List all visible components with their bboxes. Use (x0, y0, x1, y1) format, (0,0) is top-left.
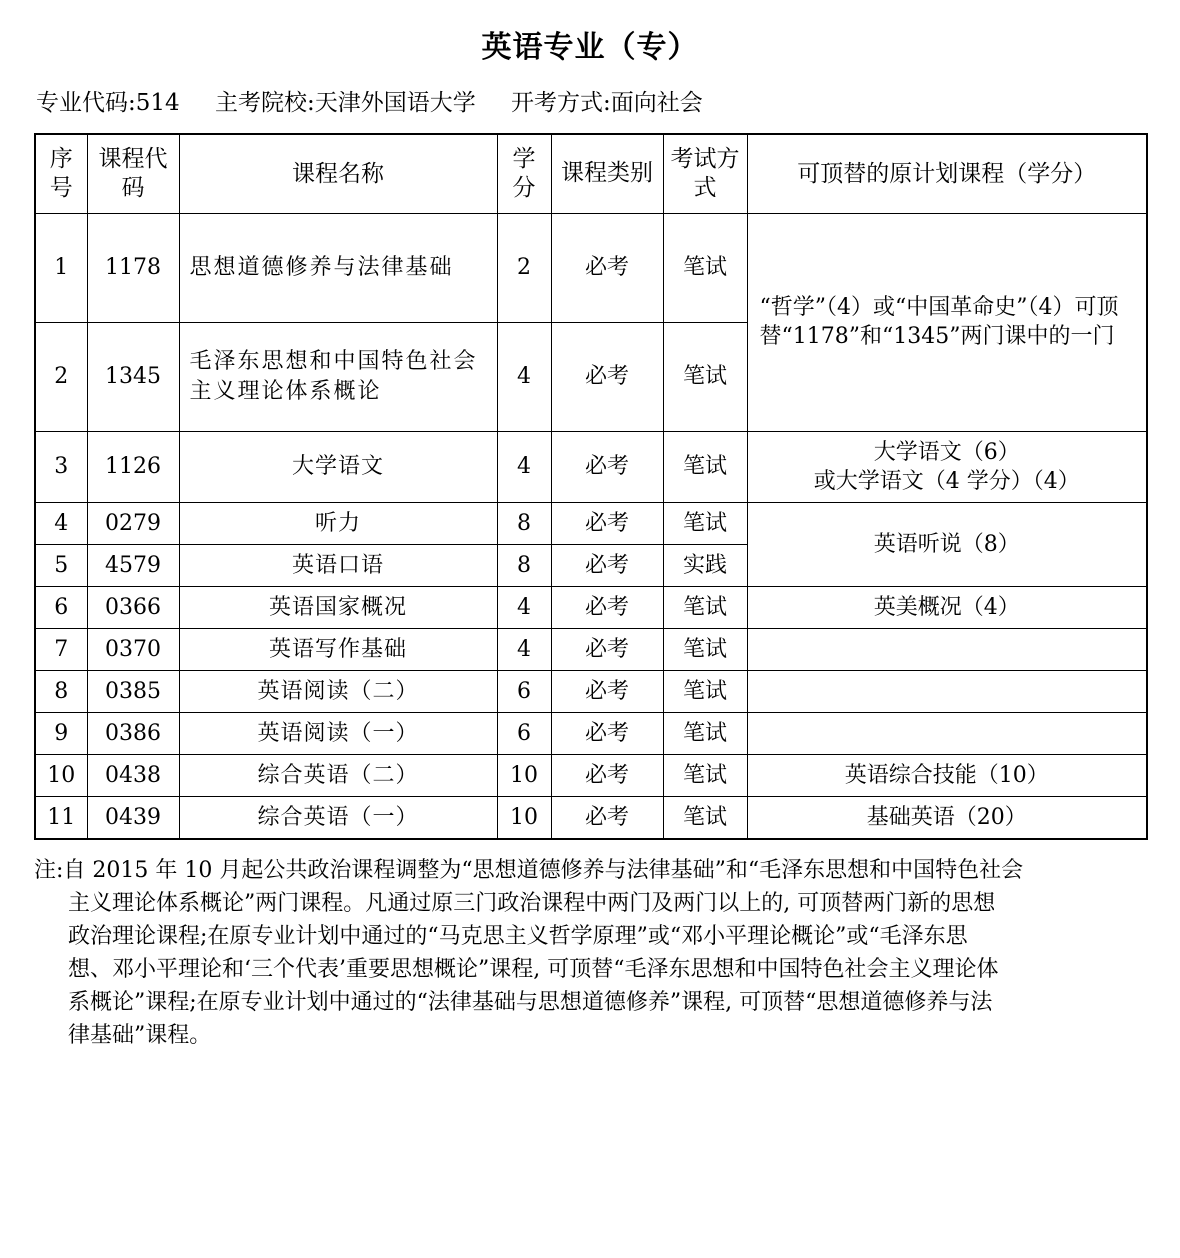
note-line-3: 政治理论课程;在原专业计划中通过的“马克思主义哲学原理”或“邓小平理论概论”或“毛泽东思 (68, 923, 968, 949)
major-code-label: 专业代码: (36, 90, 136, 116)
cell-course-name: 思想道德修养与法律基础 (179, 213, 497, 322)
header-exam-type: 考试方式 (663, 134, 747, 213)
cell-index: 11 (35, 796, 87, 839)
cell-category: 必考 (551, 586, 663, 628)
course-plan-table (34, 133, 1148, 840)
table-row (35, 754, 1147, 796)
cell-course-name: 英语阅读（一） (179, 712, 497, 754)
cell-course-name: 英语国家概况 (179, 586, 497, 628)
cell-replaceable: 英语综合技能（10） (747, 754, 1147, 796)
cell-category: 必考 (551, 502, 663, 544)
table-row (35, 431, 1147, 502)
cell-exam-type: 笔试 (663, 322, 747, 431)
cell-exam-type: 实践 (663, 544, 747, 586)
note-label: 注: (34, 857, 64, 883)
host-school-label: 主考院校: (214, 90, 315, 116)
note-line-4: 想、邓小平理论和‘三个代表’重要思想概论”课程, 可顶替“毛泽东思想和中国特色社会主义理论体 (68, 956, 999, 982)
cell-code: 0370 (87, 628, 179, 670)
cell-category: 必考 (551, 544, 663, 586)
header-credit: 学分 (497, 134, 551, 213)
cell-credit: 4 (497, 628, 551, 670)
cell-category: 必考 (551, 628, 663, 670)
cell-exam-type: 笔试 (663, 670, 747, 712)
table-row (35, 796, 1147, 839)
cell-replaceable (747, 431, 1147, 502)
replaceable-line-1: 大学语文（6） (873, 439, 1020, 465)
table-row (35, 628, 1147, 670)
page-title: 英语专业（专） (481, 30, 699, 65)
cell-index: 6 (35, 586, 87, 628)
cell-code: 0385 (87, 670, 179, 712)
cell-replaceable (747, 670, 1147, 712)
cell-index: 4 (35, 502, 87, 544)
note-line-5: 系概论”课程;在原专业计划中通过的“法律基础与思想道德修养”课程, 可顶替“思想道德修养与法 (68, 989, 993, 1015)
cell-index: 7 (35, 628, 87, 670)
table-row (35, 213, 1147, 322)
cell-category: 必考 (551, 213, 663, 322)
cell-exam-type: 笔试 (663, 754, 747, 796)
cell-credit: 6 (497, 712, 551, 754)
table-note (34, 854, 1146, 1052)
exam-mode-value: 面向社会 (610, 90, 703, 116)
cell-index: 10 (35, 754, 87, 796)
cell-exam-type: 笔试 (663, 628, 747, 670)
header-replaceable: 可顶替的原计划课程（学分） (747, 134, 1147, 213)
cell-code: 0438 (87, 754, 179, 796)
cell-course-name: 英语口语 (179, 544, 497, 586)
cell-replaceable-merged-1-2: “哲学”（4）或“中国革命史”（4）可顶替“1178”和“1345”两门课中的一门 (747, 213, 1147, 431)
table-row (35, 586, 1147, 628)
cell-code: 1178 (87, 213, 179, 322)
header-category: 课程类别 (551, 134, 663, 213)
cell-code: 4579 (87, 544, 179, 586)
cell-code: 0439 (87, 796, 179, 839)
table-row (35, 712, 1147, 754)
cell-credit: 8 (497, 502, 551, 544)
table-row (35, 502, 1147, 544)
cell-credit: 10 (497, 754, 551, 796)
cell-index: 8 (35, 670, 87, 712)
cell-course-name: 综合英语（二） (179, 754, 497, 796)
cell-replaceable-merged-4-5: 英语听说（8） (747, 502, 1147, 586)
cell-category: 必考 (551, 431, 663, 502)
cell-exam-type: 笔试 (663, 213, 747, 322)
cell-replaceable (747, 712, 1147, 754)
table-header-row (35, 134, 1147, 213)
note-line-1-text: 自 2015 年 10 月起公共政治课程调整为“思想道德修养与法律基础”和“毛泽东思想和中国特色社会 (63, 857, 1024, 883)
cell-index: 3 (35, 431, 87, 502)
cell-exam-type: 笔试 (663, 712, 747, 754)
replaceable-line-2: 或大学语文（4 学分）（4） (813, 468, 1080, 494)
cell-exam-type: 笔试 (663, 586, 747, 628)
table-row (35, 670, 1147, 712)
cell-replaceable (747, 628, 1147, 670)
host-school-value: 天津外国语大学 (314, 90, 476, 116)
cell-exam-type: 笔试 (663, 502, 747, 544)
cell-credit: 10 (497, 796, 551, 839)
cell-category: 必考 (551, 796, 663, 839)
cell-credit: 6 (497, 670, 551, 712)
cell-course-name: 英语写作基础 (179, 628, 497, 670)
cell-course-name: 大学语文 (179, 431, 497, 502)
cell-course-name: 毛泽东思想和中国特色社会主义理论体系概论 (179, 322, 497, 431)
cell-category: 必考 (551, 322, 663, 431)
cell-code: 0279 (87, 502, 179, 544)
cell-credit: 4 (497, 322, 551, 431)
cell-category: 必考 (551, 754, 663, 796)
note-line-2: 主义理论体系概论”两门课程。凡通过原三门政治课程中两门及两门以上的, 可顶替两门新的思想 (68, 890, 996, 916)
header-index: 序号 (35, 134, 87, 213)
cell-credit: 8 (497, 544, 551, 586)
cell-code: 0366 (87, 586, 179, 628)
cell-course-name: 听力 (179, 502, 497, 544)
header-course-code: 课程代码 (87, 134, 179, 213)
note-line-1 (34, 854, 1146, 887)
cell-course-name: 综合英语（一） (179, 796, 497, 839)
cell-code: 0386 (87, 712, 179, 754)
cell-category: 必考 (551, 712, 663, 754)
cell-index: 9 (35, 712, 87, 754)
cell-replaceable: 基础英语（20） (747, 796, 1147, 839)
cell-credit: 4 (497, 431, 551, 502)
exam-mode-label: 开考方式: (511, 90, 611, 116)
major-code-value: 514 (135, 90, 180, 116)
cell-credit: 4 (497, 586, 551, 628)
cell-code: 1126 (87, 431, 179, 502)
cell-exam-type: 笔试 (663, 796, 747, 839)
document-meta (36, 84, 1146, 117)
cell-index: 5 (35, 544, 87, 586)
header-course-name: 课程名称 (179, 134, 497, 213)
cell-code: 1345 (87, 322, 179, 431)
cell-index: 2 (35, 322, 87, 431)
cell-category: 必考 (551, 670, 663, 712)
cell-index: 1 (35, 213, 87, 322)
note-line-6: 律基础”课程。 (68, 1022, 212, 1048)
cell-exam-type: 笔试 (663, 431, 747, 502)
cell-course-name: 英语阅读（二） (179, 670, 497, 712)
cell-replaceable: 英美概况（4） (747, 586, 1147, 628)
cell-credit: 2 (497, 213, 551, 322)
